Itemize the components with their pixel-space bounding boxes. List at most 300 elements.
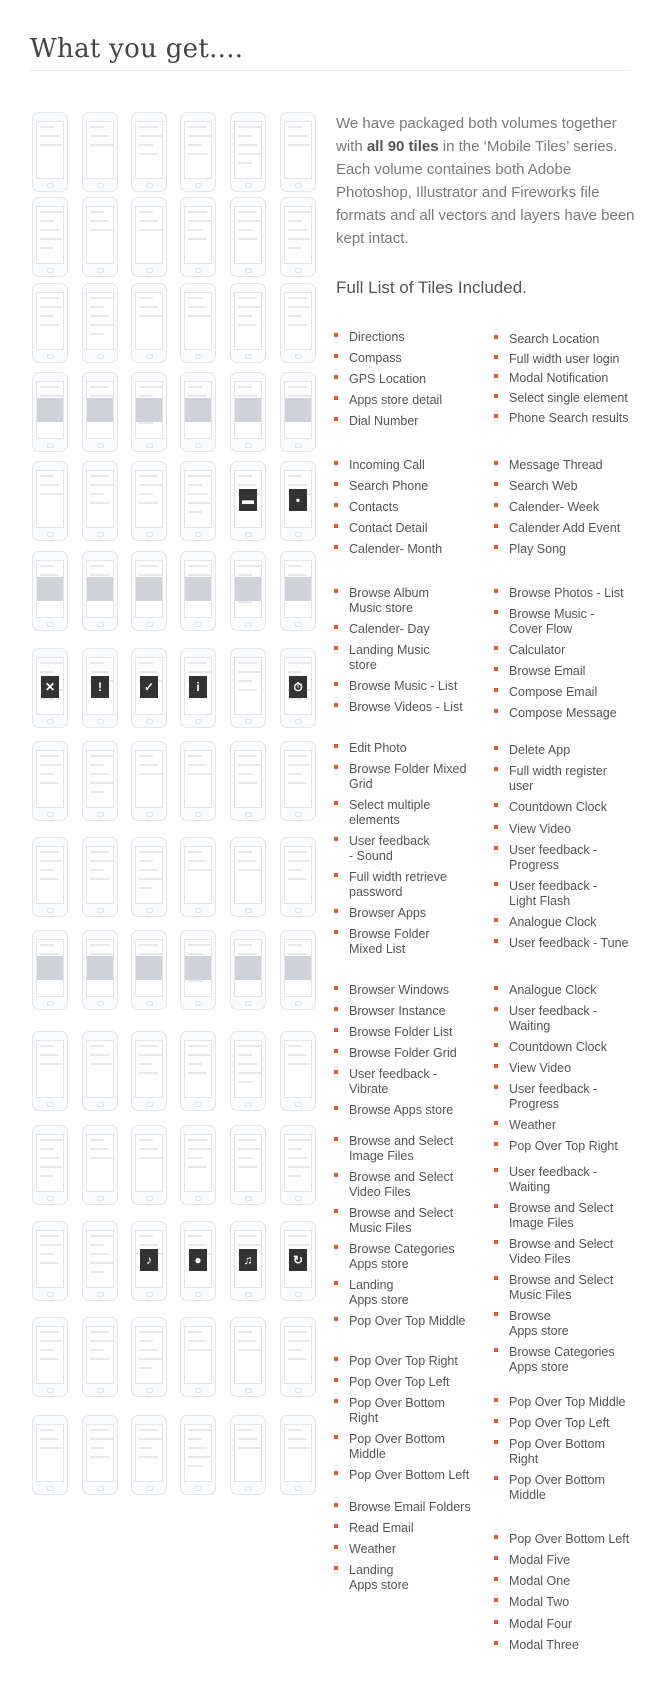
- bullet-icon: [334, 930, 338, 934]
- tile-list-item: [334, 983, 449, 998]
- home-button-icon: [295, 1102, 302, 1107]
- home-button-icon: [47, 1196, 54, 1201]
- home-button-icon: [146, 443, 153, 448]
- home-button-icon: [97, 443, 104, 448]
- home-button-icon: [245, 1196, 252, 1201]
- home-button-icon: [47, 183, 54, 188]
- home-button-icon: [295, 268, 302, 273]
- tile-thumbnail-screen: [36, 750, 64, 808]
- tile-thumbnail: [230, 197, 266, 277]
- tile-list-item-text: Browse Album: [349, 586, 429, 600]
- bullet-icon: [334, 1545, 338, 1549]
- tile-thumbnail: [131, 1415, 167, 1495]
- tile-list-item: [494, 843, 597, 873]
- tile-thumbnail: [32, 197, 68, 277]
- tile-list-item-text: Weather: [349, 1542, 397, 1556]
- intro-text-after: in the ‘Mobile Tiles’ series. Each volume containes both Adobe Photoshop, Illustrator and Fireworks file formats and all vectors and layers have been kept intact.: [336, 138, 635, 247]
- home-button-icon: [245, 812, 252, 817]
- tile-list-item: [334, 521, 428, 536]
- home-button-icon: [245, 1001, 252, 1006]
- tile-list-item: [494, 1574, 570, 1589]
- tile-thumbnail: [280, 197, 316, 277]
- tile-glyph-icon: ✓: [143, 680, 155, 694]
- tile-thumbnail-screen: [184, 560, 212, 618]
- tile-thumbnail-screen: [135, 560, 163, 618]
- bullet-icon: [494, 1007, 498, 1011]
- bullet-icon: [494, 1064, 498, 1068]
- tile-list-item-text: Browse: [509, 1309, 551, 1323]
- home-button-icon: [146, 268, 153, 273]
- home-button-icon: [295, 719, 302, 724]
- tile-thumbnail-screen: [135, 1230, 163, 1288]
- tile-list-item: [494, 1532, 629, 1547]
- tile-list-item: [494, 800, 607, 815]
- bullet-icon: [334, 396, 338, 400]
- tile-list-item-text: View Video: [509, 822, 572, 836]
- tile-list-item-text: Pop Over Bottom: [509, 1473, 605, 1487]
- tile-thumbnail-screen: [234, 121, 262, 179]
- bullet-icon: [494, 355, 498, 359]
- home-button-icon: [146, 1196, 153, 1201]
- tile-thumbnail: [180, 1125, 216, 1205]
- home-button-icon: [195, 532, 202, 537]
- tile-list-item: [334, 1134, 453, 1164]
- tile-list-item: [494, 1416, 610, 1431]
- tile-list-item-text: Video Files: [349, 1185, 411, 1199]
- home-button-icon: [146, 354, 153, 359]
- home-button-icon: [245, 1486, 252, 1491]
- tile-thumbnail: [82, 1415, 118, 1495]
- tile-list-item: [494, 915, 597, 930]
- tile-list-item-text: Apps store: [509, 1324, 569, 1338]
- tile-list-item: [494, 1617, 572, 1632]
- tile-thumbnail-screen: [86, 560, 114, 618]
- tile-thumbnail-screen: [234, 560, 262, 618]
- tile-thumbnail-screen: [184, 1424, 212, 1482]
- home-button-icon: [295, 1001, 302, 1006]
- tile-thumbnail-screen: [36, 292, 64, 350]
- tile-thumbnail: [32, 1031, 68, 1111]
- tile-thumbnail-screen: [184, 846, 212, 904]
- tile-thumbnail: [280, 648, 316, 728]
- home-button-icon: [146, 1001, 153, 1006]
- bullet-icon: [334, 1281, 338, 1285]
- tile-list-item-text: Progress: [509, 1097, 560, 1111]
- tile-thumbnail: [280, 741, 316, 821]
- bullet-icon: [334, 765, 338, 769]
- tile-list-item: [494, 479, 578, 494]
- tile-thumbnail-screen: [135, 292, 163, 350]
- bullet-icon: [334, 375, 338, 379]
- home-button-icon: [195, 1486, 202, 1491]
- tile-list-item-text: Phone Search results: [509, 411, 629, 425]
- tile-list-item-text: Cover Flow: [509, 622, 573, 636]
- tile-list-item-text: Edit Photo: [349, 741, 407, 755]
- bullet-icon: [494, 986, 498, 990]
- bullet-icon: [494, 610, 498, 614]
- tile-thumbnail: [82, 930, 118, 1010]
- home-button-icon: [97, 268, 104, 273]
- bullet-icon: [494, 1312, 498, 1316]
- home-button-icon: [295, 812, 302, 817]
- tile-list-item-text: Contacts: [349, 500, 399, 514]
- tile-thumbnail-screen: [284, 292, 312, 350]
- home-button-icon: [295, 908, 302, 913]
- tile-thumbnail: [131, 930, 167, 1010]
- tile-thumbnail: [230, 112, 266, 192]
- tile-thumbnail-screen: [86, 1134, 114, 1192]
- tile-thumbnail: [32, 930, 68, 1010]
- home-button-icon: [97, 719, 104, 724]
- tile-list-item: [494, 1165, 597, 1195]
- tile-list-item: [494, 1237, 613, 1267]
- tile-thumbnail-screen: [184, 1230, 212, 1288]
- tile-list-item: [334, 1314, 466, 1329]
- tile-list-item: [494, 879, 597, 909]
- home-button-icon: [295, 183, 302, 188]
- tile-list-item: [494, 1309, 569, 1339]
- tile-list-item-text: GPS Location: [349, 372, 427, 386]
- home-button-icon: [47, 354, 54, 359]
- tile-thumbnail: [32, 1221, 68, 1301]
- home-button-icon: [195, 268, 202, 273]
- home-button-icon: [195, 183, 202, 188]
- tile-thumbnail: [230, 372, 266, 452]
- tile-list-item: [334, 834, 430, 864]
- home-button-icon: [146, 1102, 153, 1107]
- tile-thumbnail: [230, 1317, 266, 1397]
- home-button-icon: [146, 908, 153, 913]
- tile-list-item: [334, 500, 398, 515]
- bullet-icon: [334, 1028, 338, 1032]
- tile-list-item-text: Browse Music -: [509, 607, 595, 621]
- tile-thumbnail: [131, 1031, 167, 1111]
- tile-thumbnail-screen: [184, 750, 212, 808]
- home-button-icon: [245, 908, 252, 913]
- tile-thumbnail-screen: [284, 121, 312, 179]
- bullet-icon: [494, 667, 498, 671]
- home-button-icon: [97, 1388, 104, 1393]
- tile-list-item-text: Browse Videos - List: [349, 700, 463, 714]
- tile-list-item-text: Browse and Select: [509, 1201, 614, 1215]
- tile-list-item: [494, 643, 565, 658]
- tile-list-item-text: Select single element: [509, 391, 628, 405]
- bullet-icon: [334, 417, 338, 421]
- intro-text-before: We have packaged both volumes together with: [336, 115, 617, 155]
- tile-list-item-text: Browse and Select: [349, 1206, 454, 1220]
- tile-list-item-text: Browser Instance: [349, 1004, 446, 1018]
- tile-thumbnail-screen: [284, 470, 312, 528]
- tile-list-item-text: Compass: [349, 351, 402, 365]
- tile-list-item-text: Landing: [349, 1563, 394, 1577]
- tile-list-item-text: Browser Apps: [349, 906, 427, 920]
- tile-thumbnail-screen: [36, 470, 64, 528]
- home-button-icon: [97, 1001, 104, 1006]
- bullet-icon: [494, 1419, 498, 1423]
- tile-list-item-text: Middle: [349, 1447, 386, 1461]
- tile-list-item-text: Compose Email: [509, 685, 598, 699]
- tile-thumbnail: [180, 930, 216, 1010]
- tile-thumbnail: [32, 1317, 68, 1397]
- tile-thumbnail-screen: [184, 381, 212, 439]
- tile-thumbnail-screen: [184, 939, 212, 997]
- tile-list-item: [494, 1345, 615, 1375]
- tile-list-item-text: Apps store: [509, 1360, 569, 1374]
- home-button-icon: [195, 719, 202, 724]
- tile-thumbnail: [230, 1221, 266, 1301]
- tile-list-item: [334, 1468, 469, 1483]
- tile-thumbnail-screen: [86, 939, 114, 997]
- tile-list-item-text: Browse Folder List: [349, 1025, 453, 1039]
- home-button-icon: [146, 719, 153, 724]
- home-button-icon: [195, 354, 202, 359]
- bullet-icon: [334, 1137, 338, 1141]
- tile-list-item: [494, 706, 617, 721]
- tile-thumbnail: [180, 197, 216, 277]
- tile-list-item-text: Pop Over Top Right: [509, 1139, 618, 1153]
- tile-thumbnail-screen: [284, 1326, 312, 1384]
- tile-thumbnail: [82, 1125, 118, 1205]
- tile-list-item-text: User feedback -: [509, 1165, 598, 1179]
- tile-list-item: [494, 1553, 570, 1568]
- bullet-icon: [494, 1204, 498, 1208]
- tile-thumbnail-screen: [135, 206, 163, 264]
- bullet-icon: [494, 1085, 498, 1089]
- bullet-icon: [494, 939, 498, 943]
- tile-list-item-text: Apps store: [349, 1578, 409, 1592]
- tile-list-item-text: Search Location: [509, 332, 600, 346]
- home-button-icon: [47, 719, 54, 724]
- home-button-icon: [97, 1292, 104, 1297]
- tile-list-item: [334, 458, 425, 473]
- tile-list-item-text: Browse Folder Mixed: [349, 762, 467, 776]
- tile-list-item-text: Apps store: [349, 1257, 409, 1271]
- tile-thumbnail: [180, 741, 216, 821]
- bullet-icon: [334, 801, 338, 805]
- tile-list-item: [494, 332, 599, 347]
- tile-list-item: [494, 1201, 613, 1231]
- tile-thumbnail-screen: [135, 1040, 163, 1098]
- home-button-icon: [295, 1486, 302, 1491]
- tile-list-item-text: Select multiple: [349, 798, 431, 812]
- bullet-icon: [494, 846, 498, 850]
- tile-thumbnail: [131, 837, 167, 917]
- tile-list-item: [334, 762, 466, 792]
- tile-list-item: [494, 764, 607, 794]
- tile-thumbnail-screen: [36, 939, 64, 997]
- tile-list-item: [494, 542, 566, 557]
- tile-list-item: [334, 479, 428, 494]
- bullet-icon: [494, 918, 498, 922]
- bullet-icon: [334, 1471, 338, 1475]
- bullet-icon: [334, 682, 338, 686]
- tile-thumbnail: [230, 283, 266, 363]
- tile-list-item: [334, 741, 407, 756]
- tile-list-item-text: Countdown Clock: [509, 1040, 607, 1054]
- tile-thumbnail-screen: [184, 1040, 212, 1098]
- tile-list-item-text: Browse Music - List: [349, 679, 458, 693]
- tile-thumbnail: [180, 1221, 216, 1301]
- tile-thumbnail-screen: [135, 657, 163, 715]
- bullet-icon: [494, 1535, 498, 1539]
- tile-list-item-text: Pop Over Top Left: [509, 1416, 610, 1430]
- tile-thumbnail: [131, 741, 167, 821]
- tile-thumbnail-screen: [184, 292, 212, 350]
- home-button-icon: [97, 1102, 104, 1107]
- tile-thumbnail-screen: [36, 846, 64, 904]
- tile-thumbnail-screen: [284, 1134, 312, 1192]
- home-button-icon: [97, 354, 104, 359]
- bullet-icon: [494, 1121, 498, 1125]
- tile-thumbnail: [131, 648, 167, 728]
- bullet-icon: [494, 482, 498, 486]
- tile-thumbnail-screen: [36, 1134, 64, 1192]
- tile-list-item-text: Pop Over Bottom: [509, 1437, 605, 1451]
- tile-thumbnail: [32, 372, 68, 452]
- tile-list-item: [494, 1004, 597, 1034]
- home-button-icon: [195, 1388, 202, 1393]
- tile-thumbnail: [280, 551, 316, 631]
- tile-list-item-text: Vibrate: [349, 1082, 389, 1096]
- tile-glyph-icon: ●: [194, 1253, 202, 1267]
- home-button-icon: [97, 908, 104, 913]
- tile-list-item-text: Modal Five: [509, 1553, 571, 1567]
- tile-glyph-icon: !: [98, 680, 102, 694]
- tile-thumbnail: [82, 741, 118, 821]
- home-button-icon: [146, 622, 153, 627]
- home-button-icon: [146, 1388, 153, 1393]
- tile-list-item-text: Pop Over Bottom Left: [349, 1468, 470, 1482]
- bullet-icon: [494, 414, 498, 418]
- bullet-icon: [334, 909, 338, 913]
- tile-list-item: [494, 1395, 626, 1410]
- tile-list-item-text: Pop Over Top Right: [349, 1354, 458, 1368]
- tile-thumbnail-screen: [184, 206, 212, 264]
- tile-thumbnail-screen: [234, 292, 262, 350]
- tile-list-item: [334, 1432, 445, 1462]
- tile-list-item-text: Full width retrieve: [349, 870, 447, 884]
- tile-thumbnail: [280, 372, 316, 452]
- bullet-icon: [334, 482, 338, 486]
- bullet-icon: [494, 335, 498, 339]
- tile-thumbnail-screen: [135, 750, 163, 808]
- tile-thumbnail-screen: [135, 1134, 163, 1192]
- bullet-icon: [494, 882, 498, 886]
- tile-thumbnail-screen: [184, 470, 212, 528]
- tile-thumbnail: [82, 1317, 118, 1397]
- home-button-icon: [245, 532, 252, 537]
- home-button-icon: [47, 443, 54, 448]
- tile-list-item-text: Right: [509, 1452, 539, 1466]
- tile-list-item: [494, 664, 585, 679]
- home-button-icon: [47, 268, 54, 273]
- bullet-icon: [334, 1049, 338, 1053]
- bullet-icon: [334, 1524, 338, 1528]
- tile-list-item-text: Grid: [349, 777, 373, 791]
- tile-thumbnail-screen: [86, 1230, 114, 1288]
- tile-thumbnail-screen: [86, 750, 114, 808]
- home-button-icon: [97, 532, 104, 537]
- tile-thumbnail-screen: [135, 470, 163, 528]
- tile-list-item-text: Music Files: [509, 1288, 572, 1302]
- home-button-icon: [97, 183, 104, 188]
- tile-thumbnail-screen: [135, 1326, 163, 1384]
- bullet-icon: [494, 709, 498, 713]
- tile-thumbnail: [230, 1125, 266, 1205]
- tile-list-item: [494, 1273, 613, 1303]
- tile-list-item-text: Browse Folder: [349, 927, 430, 941]
- home-button-icon: [295, 1196, 302, 1201]
- tile-list-item-text: Image Files: [509, 1216, 574, 1230]
- home-button-icon: [295, 354, 302, 359]
- tile-thumbnail: [230, 1415, 266, 1495]
- tile-thumbnail: [280, 930, 316, 1010]
- bullet-icon: [334, 1317, 338, 1321]
- home-button-icon: [146, 1292, 153, 1297]
- bullet-icon: [334, 873, 338, 877]
- tile-thumbnail-screen: [86, 1326, 114, 1384]
- tile-list-item-text: Pop Over Top Middle: [509, 1395, 626, 1409]
- bullet-icon: [334, 1399, 338, 1403]
- tile-thumbnail-screen: [234, 1040, 262, 1098]
- home-button-icon: [295, 1388, 302, 1393]
- bullet-icon: [494, 1240, 498, 1244]
- tile-thumbnail-screen: [86, 1040, 114, 1098]
- tile-glyph-icon: ⏱: [293, 680, 303, 694]
- tile-thumbnail: [280, 1415, 316, 1495]
- tile-thumbnail: [82, 197, 118, 277]
- tile-list-heading: Full List of Tiles Included.: [336, 278, 527, 297]
- tile-list-item: [334, 393, 442, 408]
- home-button-icon: [245, 268, 252, 273]
- home-button-icon: [195, 908, 202, 913]
- home-button-icon: [47, 1486, 54, 1491]
- tile-list-item: [334, 798, 430, 828]
- tile-list-item: [494, 371, 608, 386]
- tile-list-item-text: Search Web: [509, 479, 578, 493]
- tile-list-item-text: Play Song: [509, 542, 566, 556]
- bullet-icon: [334, 1007, 338, 1011]
- tile-list-item-text: Delete App: [509, 743, 571, 757]
- tile-list-item-text: Modal Four: [509, 1617, 573, 1631]
- bullet-icon: [334, 625, 338, 629]
- bullet-icon: [334, 986, 338, 990]
- tile-thumbnail-screen: [284, 1040, 312, 1098]
- tile-list-item: [494, 352, 619, 367]
- home-button-icon: [47, 812, 54, 817]
- tile-list-item-text: Browse and Select: [349, 1134, 454, 1148]
- home-button-icon: [47, 622, 54, 627]
- tile-list-item-text: Read Email: [349, 1521, 414, 1535]
- tile-list-item-text: Pop Over Bottom Left: [509, 1532, 630, 1546]
- tile-list-item: [334, 542, 442, 557]
- tile-thumbnail: [32, 551, 68, 631]
- tile-list-item-text: Music Files: [349, 1221, 412, 1235]
- tile-thumbnail: [32, 648, 68, 728]
- home-button-icon: [146, 532, 153, 537]
- tile-thumbnail: [230, 461, 266, 541]
- home-button-icon: [146, 812, 153, 817]
- tile-thumbnail: [230, 930, 266, 1010]
- tile-list-item-text: Progress: [509, 858, 560, 872]
- tile-thumbnail-screen: [234, 206, 262, 264]
- bullet-icon: [334, 1173, 338, 1177]
- bullet-icon: [334, 1503, 338, 1507]
- home-button-icon: [245, 719, 252, 724]
- tile-thumbnail: [131, 372, 167, 452]
- tile-thumbnail: [32, 741, 68, 821]
- tile-list-item: [334, 414, 418, 429]
